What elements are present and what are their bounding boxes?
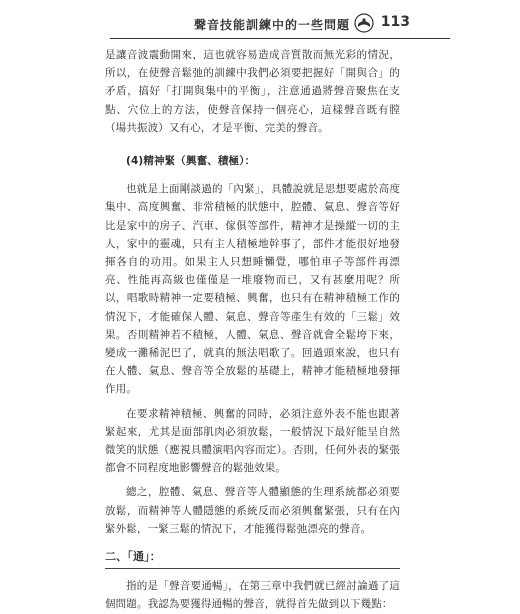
paragraph-2: 也就是上面剛談過的「內緊」，具體說就是思想要處於高度集中、高度興奮、非常積極的狀態中，腔體、氣息、聲音等好比是家中的房子、汽車、傢俱等部件，精神才是操縱一切的主人，家中的靈魂，只有主人積極地幹事了，部件才能很好地發揮各自的功用。如果主人只想睡懶覺，哪怕車子等部件再漂亮、性能再高級也僅僅是一堆廢物而已，又有甚麼用呢？所以，唱歌時精神一定要積極、興奮，也只有在精神積極工作的情況下，才能確保人體、氣息、聲音等產生有效的「三鬆」效果。否則精神若不積極，人體、氣息、聲音就會全鬆垮下來，變成一灘稀泥巴了，就真的無法唱歌了。回過頭來說，也只有在人體、氣息、聲音等全放鬆的基礎上，精神才能積極地發揮作用。 [105,183,400,396]
paragraph-1: 是讓音波震動開來，這也就容易造成音質散而無光彩的情況，所以，在使聲音鬆弛的訓練中我們必須要把握好「開與合」的矛盾，搞好「打開與集中的平衡」，注意通過將聲音聚焦在支點、穴位上的方法，使聲音保持一個亮心，這樣聲音既有膛（場共振波）又有心，才是平衡、完美的聲音。 [105,49,400,134]
paragraph-4: 總之，腔體、氣息、聲音等人體顯態的生理系統都必須要放鬆，而精神等人體隱態的系統反而必須興奮緊張，只有在內緊外鬆，一緊三鬆的情況下，才能獲得鬆弛漂亮的聲音。 [105,486,400,535]
section-heading-tong: 二、「通」： [105,548,400,569]
subheading-spirit-tension: (4)精神緊（興奮、積極）： [126,155,256,168]
page-number: 113 [380,14,410,30]
book-emblem-icon [354,13,374,33]
page-body [105,46,400,614]
paragraph-5: 指的是「聲音要通暢」，在第三章中我們就已經討論過了這個問題。我認為要獲得通暢的聲音，就得首先做到以下幾點： [105,580,400,611]
page-header [110,12,450,39]
paragraph-3: 在要求精神積極、興奮的同時，必須注意外表不能也跟著緊起來，尤其是面部肌肉必須放鬆，一般情況下最好能呈自然微笑的狀態（應視具體演唱內容而定）。否則，任何外表的緊張都會不同程度地影響聲音的鬆弛效果。 [105,407,400,475]
running-header-title: 聲音技能訓練中的一些問題 [193,18,350,32]
